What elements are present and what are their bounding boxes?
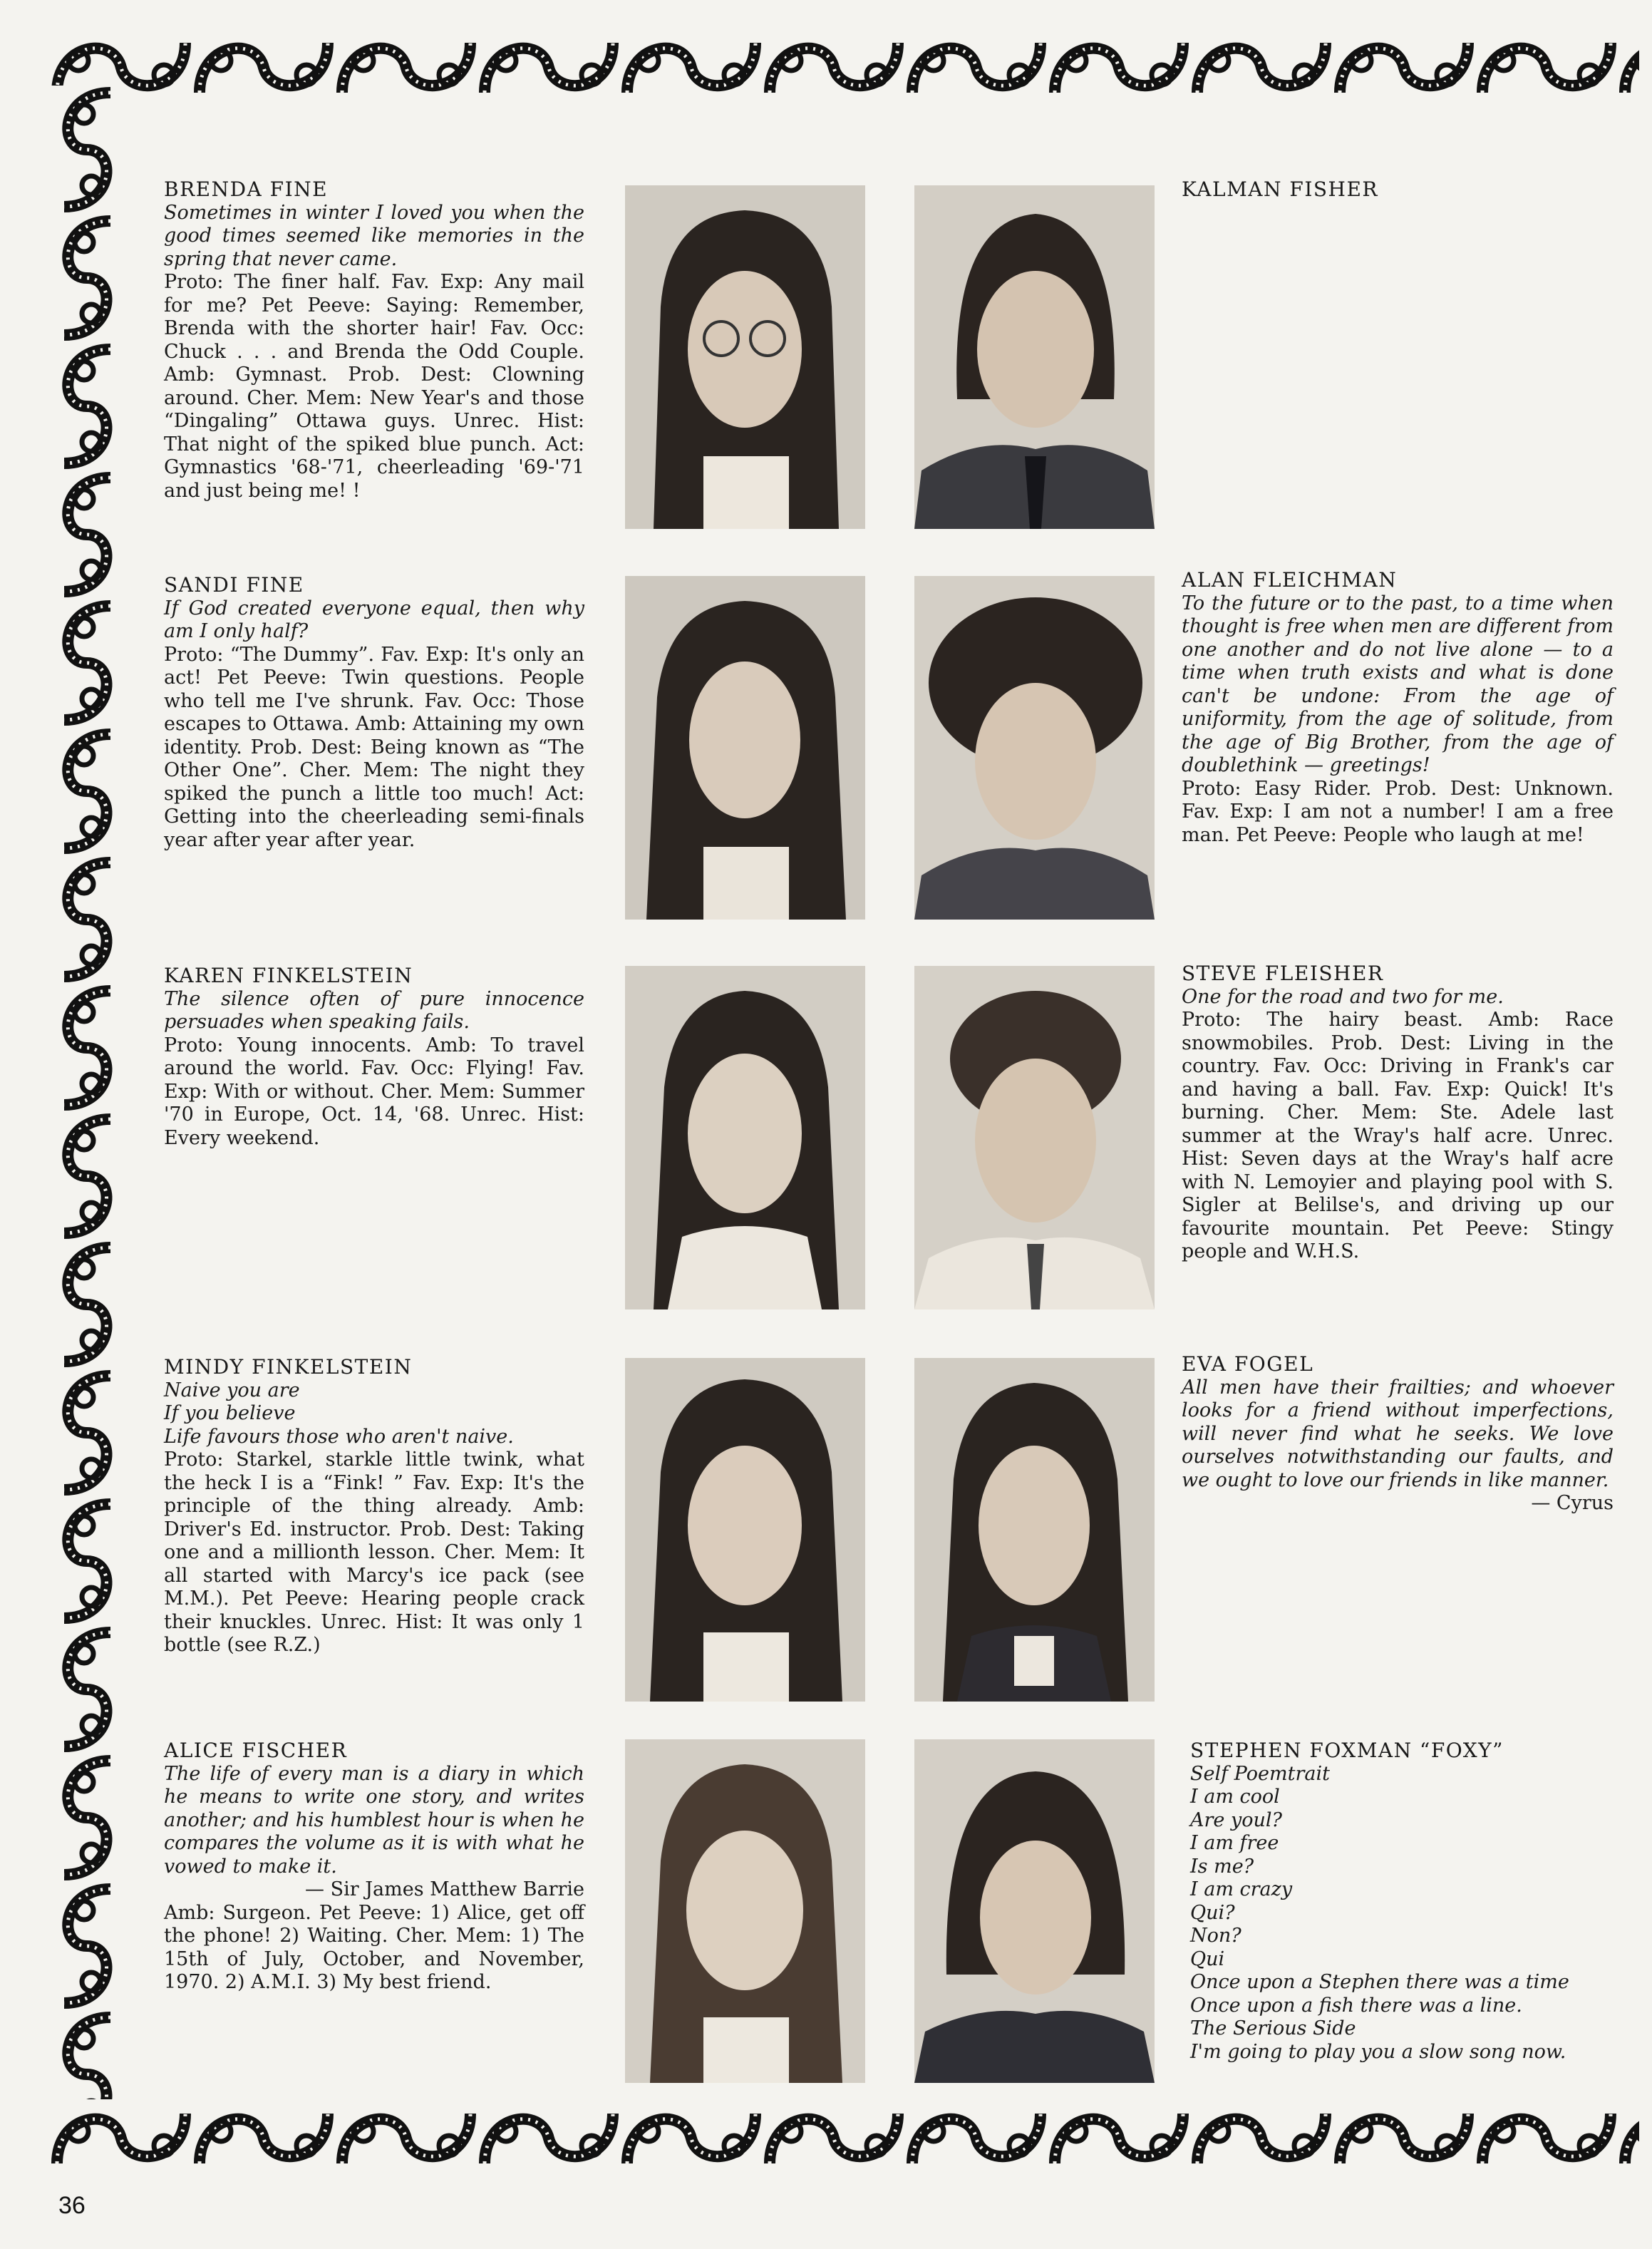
student-quote: All men have their frailties; and whoever looks for a friend without imperfections, will never find what he seeks. We love ourselves notwithstanding our faults, and we ought to love our friends in like manner. bbox=[1182, 1376, 1614, 1491]
portrait-karen-finkelstein bbox=[625, 966, 865, 1309]
student-name: ALICE FISCHER bbox=[164, 1739, 348, 1762]
entry-karen-finkelstein bbox=[164, 964, 584, 1150]
student-quote: Sometimes in winter I loved you when the good times seemed like memories in the spring that never came. bbox=[164, 201, 584, 270]
quote-line: Life favours those who aren't naive. bbox=[164, 1425, 514, 1448]
poem-line: I am free bbox=[1190, 1832, 1279, 1854]
student-bio: Proto: “The Dummy”. Fav. Exp: It's only an act! Pet Peeve: Twin questions. People who tell me I've shrunk. Fav. Occ: Those escapes to Ottawa. Amb: Attaining my own identity. Prob. Dest: Being known as “The Other One”. Cher. Mem: The night they spiked the punch a little too much! Act: Getting into the cheerleading semi-finals year after year after year. bbox=[164, 643, 584, 851]
poem-line: Qui? bbox=[1190, 1901, 1235, 1924]
poem-line: Once upon a Stephen there was a time bbox=[1190, 1971, 1569, 1993]
poem-line: Is me? bbox=[1190, 1855, 1254, 1878]
student-name: ALAN FLEICHMAN bbox=[1182, 568, 1398, 592]
student-name: KALMAN FISHER bbox=[1182, 177, 1378, 201]
student-quote: To the future or to the past, to a time when thought is free when men are different from one another and do not live alone — to a time when truth exists and what is done can't be undone: From the age of uniformity, from the age of solitude, from the age of Big Brother, from the age of doublethink — greetings! bbox=[1182, 592, 1614, 776]
entry-sandi-fine bbox=[164, 574, 584, 852]
decorative-bottom-border bbox=[50, 2099, 1639, 2178]
entry-kalman-fisher bbox=[1182, 178, 1614, 202]
quote-attribution: — Cyrus bbox=[1531, 1492, 1614, 1514]
student-name: STEPHEN FOXMAN “FOXY” bbox=[1190, 1739, 1504, 1762]
portrait-brenda-fine bbox=[625, 185, 865, 529]
decorative-left-border bbox=[50, 86, 125, 2124]
poem-line: Are youl? bbox=[1190, 1808, 1282, 1831]
portrait-alice-fischer bbox=[625, 1739, 865, 2083]
entry-eva-fogel bbox=[1182, 1353, 1614, 1515]
entry-steve-fleisher bbox=[1182, 962, 1614, 1264]
portrait-mindy-finkelstein bbox=[625, 1358, 865, 1702]
portrait-steve-fleisher bbox=[914, 966, 1155, 1309]
entry-alan-fleichman bbox=[1182, 569, 1614, 847]
student-name: MINDY FINKELSTEIN bbox=[164, 1355, 413, 1379]
student-bio: Proto: The finer half. Fav. Exp: Any mail for me? Pet Peeve: Saying: Remember, Brenda with the shorter hair! Fav. Occ: Chuck . . . and Brenda the Odd Couple. Amb: Gymnast. Prob. Dest: Clowning around. Cher. Mem: New Year's and those “Dingaling” Ottawa guys. Unrec. Hist: That night of the spiked blue punch. Act: Gymnastics '68-'71, cheerleading '69-'71 and just being me! ! bbox=[164, 271, 584, 502]
student-bio: Amb: Surgeon. Pet Peeve: 1) Alice, get off the phone! 2) Waiting. Cher. Mem: 1) The 15th of July, October, and November, 1970. 2) A.M.I. 3) My best friend. bbox=[164, 1901, 584, 1993]
portrait-sandi-fine bbox=[625, 576, 865, 920]
student-quote: The life of every man is a diary in which he means to write one story, and writes another; and his humblest hour is when he compares the volume as it is with what he vowed to make it. bbox=[164, 1762, 584, 1878]
poem-line: I am crazy bbox=[1190, 1878, 1293, 1900]
portrait-stephen-foxman bbox=[914, 1739, 1155, 2083]
poem-line: The Serious Side bbox=[1190, 2017, 1356, 2039]
decorative-top-border bbox=[50, 29, 1639, 107]
student-name: KAREN FINKELSTEIN bbox=[164, 964, 413, 987]
entry-stephen-foxman bbox=[1190, 1739, 1618, 2064]
page-number: 36 bbox=[58, 2192, 86, 2219]
poem-line: Qui bbox=[1190, 1947, 1225, 1970]
poem-line: I am cool bbox=[1190, 1786, 1280, 1808]
quote-attribution: — Sir James Matthew Barrie bbox=[304, 1878, 584, 1900]
portrait-kalman-fisher bbox=[914, 185, 1155, 529]
student-name: EVA FOGEL bbox=[1182, 1352, 1314, 1376]
poem-line: Once upon a fish there was a line. bbox=[1190, 1994, 1522, 2017]
poem-line: I'm going to play you a slow song now. bbox=[1190, 2040, 1566, 2063]
student-name: STEVE FLEISHER bbox=[1182, 962, 1384, 985]
student-name: BRENDA FINE bbox=[164, 177, 329, 201]
student-name: SANDI FINE bbox=[164, 573, 304, 597]
student-bio: Proto: Starkel, starkle little twink, what the heck I is a “Fink! ” Fav. Exp: It's the principle of the thing already. Amb: Driver's Ed. instructor. Prob. Dest: Taking one and a millionth lesson. Cher. Mem: It all started with Marcy's ice pack (see M.M.). Pet Peeve: Hearing people crack their knuckles. Unrec. Hist: It was only 1 bottle (see R.Z.) bbox=[164, 1448, 584, 1656]
student-quote: One for the road and two for me. bbox=[1182, 985, 1504, 1008]
student-bio: Proto: The hairy beast. Amb: Race snowmobiles. Prob. Dest: Living in the country. Fav. Occ: Driving in Frank's car and having a ball. Fav. Exp: Quick! It's burning. Cher. Mem: Ste. Adele last summer at the Wray's half acre. Unrec. Hist: Seven days at the Wray's half acre with N. Lemoyier and playing pool with S. Sigler at Belilse's, and driving up our favourite mountain. Pet Peeve: Stingy people and W.H.S. bbox=[1182, 1009, 1614, 1262]
portrait-eva-fogel bbox=[914, 1358, 1155, 1702]
poem-line: Self Poemtrait bbox=[1190, 1762, 1330, 1785]
portrait-alan-fleichman bbox=[914, 576, 1155, 920]
student-quote: The silence often of pure innocence persuades when speaking fails. bbox=[164, 987, 584, 1033]
poem-line: Non? bbox=[1190, 1925, 1241, 1947]
student-bio: Proto: Easy Rider. Prob. Dest: Unknown. Fav. Exp: I am not a number! I am a free man. Pet Peeve: People who laugh at me! bbox=[1182, 777, 1614, 846]
quote-line: If you believe bbox=[164, 1402, 296, 1424]
student-quote: If God created everyone equal, then why am I only half? bbox=[164, 597, 584, 642]
student-bio: Proto: Young innocents. Amb: To travel around the world. Fav. Occ: Flying! Fav. Exp: With or without. Cher. Mem: Summer '70 in Europe, Oct. 14, '68. Unrec. Hist: Every weekend. bbox=[164, 1034, 584, 1149]
entry-alice-fischer bbox=[164, 1739, 584, 1995]
entry-brenda-fine bbox=[164, 178, 584, 503]
quote-line: Naive you are bbox=[164, 1379, 300, 1401]
entry-mindy-finkelstein bbox=[164, 1356, 584, 1657]
